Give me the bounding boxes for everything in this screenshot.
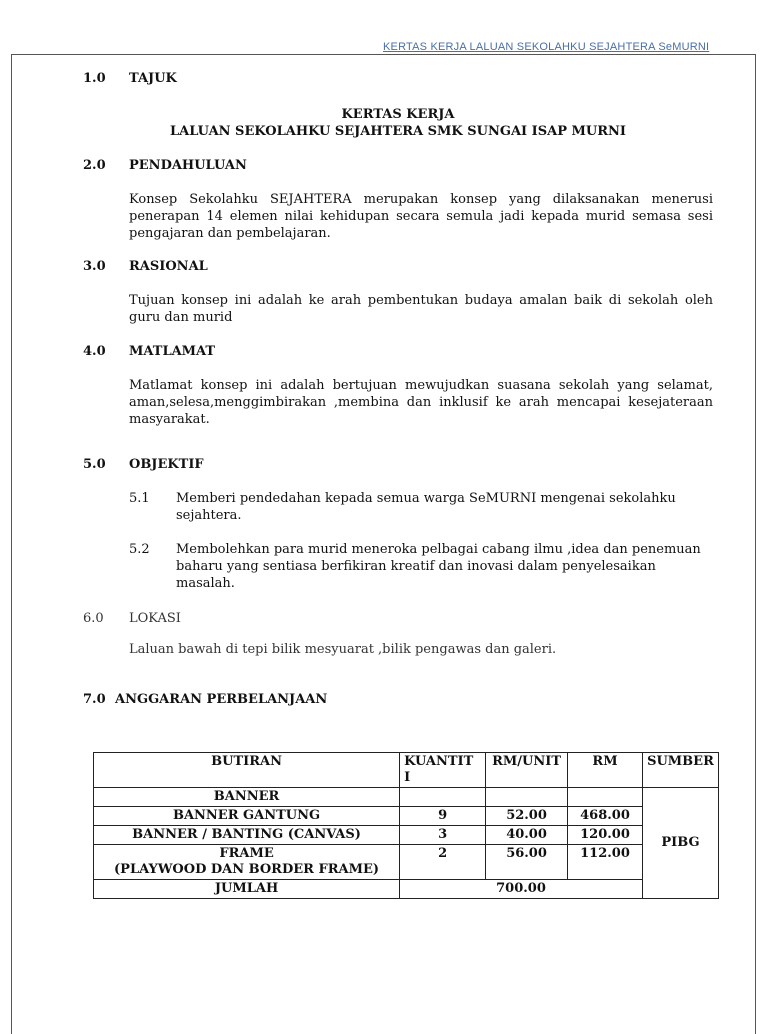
header-butiran: BUTIRAN bbox=[94, 753, 400, 788]
section-5-heading bbox=[83, 456, 713, 473]
section-4-heading bbox=[83, 343, 713, 360]
objective-number: 5.1 bbox=[129, 491, 150, 506]
cell-kuantiti: 3 bbox=[400, 826, 486, 845]
section-number: 3.0 bbox=[83, 259, 106, 274]
section-6-heading bbox=[83, 610, 713, 627]
section-6-body: Laluan bawah di tepi bilik mesyuarat ,bilik pengawas dan galeri. bbox=[129, 642, 557, 657]
objective-text: Membolehkan para murid meneroka pelbagai cabang ilmu ,idea dan penemuan baharu yang sentiasa berfikiran kreatif dan inovasi dalam penyelesaikan masalah. bbox=[176, 542, 701, 591]
cell-rm: 120.00 bbox=[568, 826, 643, 845]
section-title: LOKASI bbox=[129, 611, 181, 626]
table-row bbox=[94, 845, 719, 880]
doc-title-line1: KERTAS KERJA bbox=[341, 107, 455, 122]
cell-butiran: BANNER bbox=[94, 788, 400, 807]
section-number: 1.0 bbox=[83, 71, 106, 86]
section-4-body: Matlamat konsep ini adalah bertujuan mewujudkan suasana sekolah yang selamat, aman,selesa,menggimbirakan ,membina dan inklusif ke arah mencapai kesejateraan masyarakat. bbox=[129, 378, 713, 427]
doc-title-line2: LALUAN SEKOLAHKU SEJAHTERA SMK SUNGAI ISAP MURNI bbox=[169, 124, 627, 139]
table-row bbox=[94, 807, 719, 826]
objective-item bbox=[129, 490, 713, 524]
section-3-heading bbox=[83, 258, 713, 275]
header-kuantiti: KUANTIT I bbox=[400, 753, 486, 788]
objective-item bbox=[129, 541, 713, 592]
cell-kuantiti bbox=[400, 788, 486, 807]
table-row bbox=[94, 826, 719, 845]
cell-rm: 468.00 bbox=[568, 807, 643, 826]
cell-butiran-line1: FRAME bbox=[219, 846, 274, 861]
cell-rm-unit bbox=[486, 788, 568, 807]
cell-rm-unit: 40.00 bbox=[486, 826, 568, 845]
cell-kuantiti: 9 bbox=[400, 807, 486, 826]
total-value: 700.00 bbox=[400, 880, 643, 899]
cell-butiran bbox=[94, 845, 400, 880]
cell-rm-unit: 52.00 bbox=[486, 807, 568, 826]
section-2-heading bbox=[83, 157, 713, 174]
budget-table bbox=[93, 752, 719, 899]
section-title: TAJUK bbox=[129, 71, 177, 86]
table-row bbox=[94, 788, 719, 807]
cell-butiran-line2: (PLAYWOOD DAN BORDER FRAME) bbox=[114, 862, 380, 877]
section-number: 7.0 bbox=[83, 692, 106, 707]
table-total-row bbox=[94, 880, 719, 899]
table-header-row bbox=[94, 753, 719, 788]
section-7-heading bbox=[83, 691, 713, 708]
cell-butiran: BANNER GANTUNG bbox=[94, 807, 400, 826]
section-number: 5.0 bbox=[83, 457, 106, 472]
cell-sumber: PIBG bbox=[642, 788, 718, 899]
header-rm-unit: RM/UNIT bbox=[486, 753, 568, 788]
section-title: RASIONAL bbox=[129, 259, 208, 274]
cell-butiran: BANNER / BANTING (CANVAS) bbox=[94, 826, 400, 845]
section-1-heading bbox=[83, 70, 713, 87]
cell-kuantiti: 2 bbox=[400, 845, 486, 880]
header-sumber: SUMBER bbox=[642, 753, 718, 788]
cell-rm bbox=[568, 788, 643, 807]
section-title: ANGGARAN PERBELANJAAN bbox=[115, 692, 328, 707]
document-body bbox=[83, 70, 713, 708]
header-rm: RM bbox=[568, 753, 643, 788]
section-3-body: Tujuan konsep ini adalah ke arah pembentukan budaya amalan baik di sekolah oleh guru dan murid bbox=[129, 293, 713, 325]
objective-text: Memberi pendedahan kepada semua warga SeMURNI mengenai sekolahku sejahtera. bbox=[176, 491, 676, 523]
section-number: 2.0 bbox=[83, 158, 106, 173]
section-title: OBJEKTIF bbox=[129, 457, 204, 472]
section-number: 4.0 bbox=[83, 344, 106, 359]
running-header: KERTAS KERJA LALUAN SEKOLAHKU SEJAHTERA SeMURNI bbox=[383, 41, 710, 53]
objective-number: 5.2 bbox=[129, 542, 150, 557]
section-title: MATLAMAT bbox=[129, 344, 216, 359]
cell-rm: 112.00 bbox=[568, 845, 643, 880]
cell-rm-unit: 56.00 bbox=[486, 845, 568, 880]
total-label: JUMLAH bbox=[94, 880, 400, 899]
section-number: 6.0 bbox=[83, 611, 104, 626]
section-2-body: Konsep Sekolahku SEJAHTERA merupakan konsep yang dilaksanakan menerusi penerapan 14 elemen nilai kehidupan secara semula jadi kepada murid semasa sesi pengajaran dan pembelajaran. bbox=[129, 192, 713, 241]
section-title: PENDAHULUAN bbox=[129, 158, 247, 173]
